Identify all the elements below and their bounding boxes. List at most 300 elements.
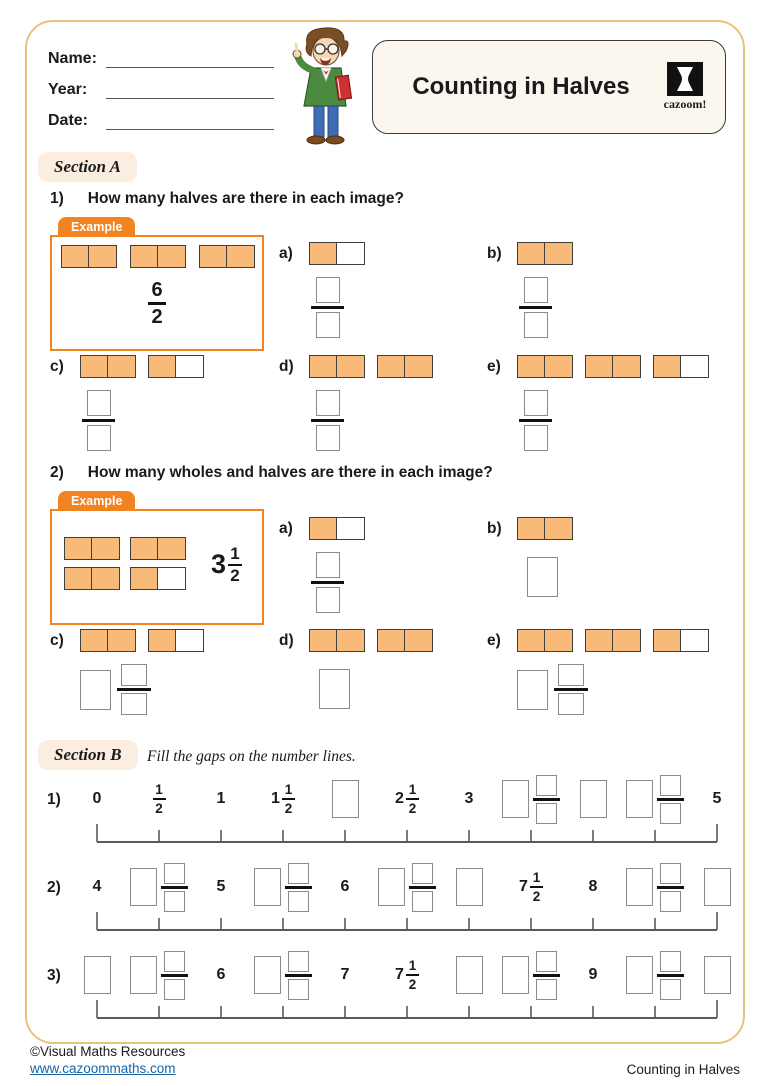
half-cell-filled [309, 629, 337, 652]
fraction-bar [409, 886, 436, 889]
numberline-position [314, 771, 376, 827]
fraction-bar-image [309, 242, 365, 265]
half-cell-filled [405, 629, 433, 652]
date-label: Date: [48, 112, 89, 129]
item-body [80, 355, 204, 451]
q2-example-box [50, 494, 264, 625]
answer-fraction [409, 863, 436, 912]
answer-box-numerator[interactable] [164, 863, 185, 884]
answer-box-numerator[interactable] [660, 775, 681, 796]
item-label: a) [279, 245, 293, 262]
numberline-answer-box[interactable] [580, 780, 607, 818]
fraction-bar [311, 419, 344, 422]
q1-example-answer [52, 279, 262, 328]
fraction-bar [285, 974, 312, 977]
fraction-bar-image [517, 517, 573, 540]
year-field-row [48, 81, 274, 99]
bar-images [309, 517, 365, 540]
numberline-position [66, 771, 128, 827]
half-cell-filled [130, 537, 158, 560]
answer-mixed-number [80, 664, 151, 715]
answer-box-numerator[interactable] [87, 390, 111, 416]
half-cell-filled [517, 355, 545, 378]
question-1-header [50, 190, 404, 208]
numberline-position [314, 947, 376, 1003]
answer-box-numerator[interactable] [316, 277, 340, 303]
numberline-answer-mixed [254, 863, 312, 912]
numberline-position [252, 947, 314, 1003]
half-cell-filled [130, 567, 158, 590]
answer-box-numerator[interactable] [316, 552, 340, 578]
answer-box-whole[interactable] [626, 868, 653, 906]
answer-fraction [285, 951, 312, 1000]
answer-fraction [533, 951, 560, 1000]
half-cell-filled [545, 355, 573, 378]
numberline-mixed-number [271, 783, 295, 815]
fraction-bar-image [309, 517, 365, 540]
half-cell-filled [148, 355, 176, 378]
numberline-position [190, 771, 252, 827]
cazoom-logo [655, 62, 715, 112]
half-cell-filled [517, 242, 545, 265]
item-label: b) [487, 245, 502, 262]
fraction-bar [657, 798, 684, 801]
half-cell-filled [545, 242, 573, 265]
fraction-bar [533, 974, 560, 977]
fraction-numerator: 1 [155, 782, 163, 797]
numberline-answer-box[interactable] [704, 956, 731, 994]
half-cell-filled [309, 242, 337, 265]
answer-box-numerator[interactable] [288, 951, 309, 972]
bar-images [517, 517, 573, 540]
fraction-bar [554, 688, 588, 691]
fraction-bar [153, 798, 166, 800]
numberline-position [624, 947, 686, 1003]
answer-box-denominator[interactable] [87, 425, 111, 451]
half-cell-filled [80, 629, 108, 652]
printed-fraction [406, 959, 419, 991]
fraction-bar-image [377, 355, 433, 378]
fraction-bar-image [653, 355, 709, 378]
q1-example-tab: Example [58, 217, 135, 237]
item-label: c) [50, 358, 64, 375]
answer-box-denominator[interactable] [558, 693, 584, 715]
numberline-answer-mixed [626, 775, 684, 824]
numberline-answer-mixed [502, 775, 560, 824]
half-cell-filled [653, 355, 681, 378]
answer-box-denominator[interactable] [121, 693, 147, 715]
half-cell-filled [309, 355, 337, 378]
half-cell-filled [517, 517, 545, 540]
bar-images [517, 355, 709, 378]
fraction-bar [657, 886, 684, 889]
answer-box-denominator[interactable] [524, 312, 548, 338]
q2-example-answer [211, 545, 242, 584]
numberline-position [686, 771, 748, 827]
item-body [517, 355, 709, 451]
q1-item-b [487, 242, 573, 338]
numberline-position [314, 859, 376, 915]
item-label: e) [487, 358, 501, 375]
answer-box-numerator[interactable] [164, 951, 185, 972]
half-cell-empty [337, 242, 365, 265]
fraction-bar-image [309, 355, 365, 378]
item-label: d) [279, 358, 294, 375]
half-cell-filled [405, 355, 433, 378]
half-cell-filled [158, 537, 186, 560]
numberline-position [686, 947, 748, 1003]
fraction-bar-image [130, 567, 186, 590]
half-cell-filled [108, 629, 136, 652]
numberline-answer-mixed [254, 951, 312, 1000]
fraction-bar [161, 886, 188, 889]
numberline-ruler [66, 821, 748, 845]
q2-example-tab: Example [58, 491, 135, 511]
half-cell-filled [337, 355, 365, 378]
half-cell-empty [337, 517, 365, 540]
fraction-denominator: 2 [532, 888, 541, 904]
fraction-bar [406, 974, 419, 976]
section-a-tag: Section A [38, 152, 137, 182]
answer-fraction [311, 390, 344, 451]
question-2-header [50, 464, 493, 482]
answer-box-whole[interactable] [254, 868, 281, 906]
question-2-number: 2) [50, 464, 64, 481]
fraction-numerator: 1 [408, 782, 417, 797]
item-body [517, 629, 709, 715]
item-label: a) [279, 520, 293, 537]
answer-box-denominator[interactable] [316, 587, 340, 613]
answer-box-denominator[interactable] [524, 425, 548, 451]
year-input-line[interactable] [106, 82, 274, 99]
half-cell-empty [681, 629, 709, 652]
half-cell-filled [653, 629, 681, 652]
answer-box-numerator[interactable] [536, 775, 557, 796]
numberline-number: 5 [216, 878, 226, 895]
fraction-bar [519, 306, 552, 309]
answer-fraction [657, 863, 684, 912]
fraction-bar [311, 306, 344, 309]
fraction-numerator: 1 [408, 958, 417, 973]
answer-box-whole[interactable] [626, 780, 653, 818]
answer-box-whole[interactable] [517, 670, 548, 710]
question-1-number: 1) [50, 190, 64, 207]
example-numerator: 6 [151, 279, 163, 301]
numberline-answer-mixed [378, 863, 436, 912]
item-body [80, 629, 204, 715]
name-label: Name: [48, 50, 97, 67]
fraction-bar-image [653, 629, 709, 652]
title-box [372, 40, 726, 134]
answer-box-denominator[interactable] [316, 425, 340, 451]
section-b-instruction: Fill the gaps on the number lines. [147, 748, 356, 765]
numberline-position [500, 859, 562, 915]
half-cell-filled [585, 629, 613, 652]
item-label: b) [487, 520, 502, 537]
numberline-number: 6 [340, 878, 350, 895]
fraction-bar [530, 886, 543, 888]
fraction-bar-image [148, 629, 204, 652]
numberline-position [128, 859, 190, 915]
date-input-line[interactable] [106, 113, 274, 130]
q2-item-a [279, 517, 365, 613]
numberline-position [624, 859, 686, 915]
half-cell-empty [176, 629, 204, 652]
numberline-position [190, 859, 252, 915]
numberline-number: 6 [216, 966, 226, 983]
item-label: e) [487, 632, 501, 649]
answer-fraction [117, 664, 151, 715]
numberline-position [190, 947, 252, 1003]
whole-number: 1 [271, 790, 280, 807]
half-cell-filled [64, 537, 92, 560]
printed-fraction [153, 783, 166, 815]
numberline-ruler [66, 997, 748, 1021]
answer-fraction [311, 552, 344, 613]
half-cell-filled [545, 517, 573, 540]
q1-example-box [50, 220, 264, 351]
cazoom-logo-text: cazoom! [663, 97, 707, 111]
item-body [309, 355, 433, 451]
answer-box-whole[interactable] [130, 868, 157, 906]
numberline-position [252, 859, 314, 915]
cazoom-logo-icon [667, 62, 703, 96]
bar-images [309, 242, 365, 265]
half-cell-filled [92, 567, 120, 590]
answer-fraction [519, 390, 552, 451]
numberline-answer-box[interactable] [456, 956, 483, 994]
fraction-bar [311, 581, 344, 584]
half-cell-filled [158, 245, 186, 268]
year-label: Year: [48, 81, 88, 98]
numberline-label: 3) [47, 967, 61, 984]
fraction-bar [406, 798, 419, 800]
numberline-1 [45, 771, 740, 855]
fraction-bar-image [80, 629, 136, 652]
fraction-bar-image [130, 537, 186, 560]
half-cell-filled [517, 629, 545, 652]
numberline-position [376, 859, 438, 915]
item-body [309, 629, 433, 709]
answer-box-whole[interactable] [80, 670, 111, 710]
numberline-position [686, 859, 748, 915]
fraction-numerator: 1 [532, 870, 541, 885]
answer-box-numerator[interactable] [316, 390, 340, 416]
answer-box-numerator[interactable] [121, 664, 147, 686]
numberline-answer-mixed [130, 863, 188, 912]
answer-box-whole[interactable] [378, 868, 405, 906]
answer-fraction [161, 863, 188, 912]
footer-worksheet-title: Counting in Halves [626, 1062, 740, 1077]
half-cell-empty [681, 355, 709, 378]
numberline-answer-mixed [626, 951, 684, 1000]
numberline-position [500, 771, 562, 827]
numberline-number: 8 [588, 878, 598, 895]
numberline-number: 7 [340, 966, 350, 983]
item-body [309, 242, 365, 338]
half-cell-filled [227, 245, 255, 268]
item-body [517, 517, 573, 597]
fraction-denominator: 2 [408, 976, 417, 992]
numberline-position [438, 771, 500, 827]
fraction-bar [285, 886, 312, 889]
numberline-3 [45, 947, 740, 1031]
fraction-bar [82, 419, 115, 422]
answer-box-whole[interactable] [527, 557, 558, 597]
answer-box-numerator[interactable] [524, 277, 548, 303]
example-whole-number: 3 [210, 549, 226, 579]
numberline-position [376, 771, 438, 827]
fraction-bar-image [148, 355, 204, 378]
answer-box-numerator[interactable] [660, 863, 681, 884]
copyright-text: ©Visual Maths Resources [30, 1044, 186, 1059]
numberline-position [438, 947, 500, 1003]
half-cell-filled [148, 629, 176, 652]
bar-images [80, 355, 204, 378]
answer-box-numerator[interactable] [288, 863, 309, 884]
q2-item-d [279, 629, 433, 709]
half-cell-filled [92, 537, 120, 560]
item-label: d) [279, 632, 294, 649]
half-cell-filled [613, 355, 641, 378]
answer-box-numerator[interactable] [524, 390, 548, 416]
half-cell-filled [130, 245, 158, 268]
fraction-bar-image [585, 629, 641, 652]
answer-fraction [657, 775, 684, 824]
half-cell-empty [158, 567, 186, 590]
half-cell-filled [89, 245, 117, 268]
half-cell-empty [176, 355, 204, 378]
numberline-position [128, 947, 190, 1003]
q1-item-c [50, 355, 204, 451]
fraction-bar-image [80, 355, 136, 378]
answer-fraction [82, 390, 115, 451]
fraction-bar-image [517, 355, 573, 378]
answer-box-whole[interactable] [319, 669, 350, 709]
answer-box-whole[interactable] [626, 956, 653, 994]
answer-fraction [554, 664, 588, 715]
numberline-answer-mixed [130, 951, 188, 1000]
answer-box-numerator[interactable] [558, 664, 584, 686]
q2-example-bars [64, 537, 186, 590]
whole-number: 7 [519, 878, 528, 895]
item-body [517, 242, 573, 338]
numberline-mixed-number [395, 959, 419, 991]
half-cell-filled [377, 355, 405, 378]
bar-images [309, 629, 433, 652]
answer-box-whole[interactable] [130, 956, 157, 994]
fraction-bar-image [377, 629, 433, 652]
numberline-position [562, 947, 624, 1003]
fraction-bar [148, 302, 166, 305]
answer-fraction [657, 951, 684, 1000]
numberline-position [624, 771, 686, 827]
fraction-bar-image [130, 245, 186, 268]
numberline-number: 3 [464, 790, 474, 807]
numberline-position [66, 859, 128, 915]
worksheet-container [25, 20, 745, 1044]
numberline-answer-box[interactable] [456, 868, 483, 906]
answer-box-whole[interactable] [502, 956, 529, 994]
bar-images [517, 242, 573, 265]
numberline-2 [45, 859, 740, 943]
numberline-position [562, 771, 624, 827]
printed-fraction [530, 871, 543, 903]
bar-images [517, 629, 709, 652]
answer-box-whole[interactable] [254, 956, 281, 994]
fraction-bar [117, 688, 151, 691]
answer-box-denominator[interactable] [316, 312, 340, 338]
fraction-bar [161, 974, 188, 977]
answer-box-numerator[interactable] [536, 951, 557, 972]
answer-box-whole[interactable] [502, 780, 529, 818]
numberline-mixed-number [395, 783, 419, 815]
numberline-position [66, 947, 128, 1003]
fraction-denominator: 2 [284, 800, 293, 816]
numberline-answer-box[interactable] [704, 868, 731, 906]
q1-item-d [279, 355, 433, 451]
answer-mixed-number [517, 664, 588, 715]
website-link[interactable]: www.cazoommaths.com [30, 1061, 176, 1076]
fraction-bar-image [199, 245, 255, 268]
teacher-character-illustration [285, 24, 365, 150]
q2-item-b [487, 517, 573, 597]
answer-box-numerator[interactable] [412, 863, 433, 884]
half-cell-filled [64, 567, 92, 590]
printed-fraction [282, 783, 295, 815]
numberline-position [252, 771, 314, 827]
q1-item-a [279, 242, 365, 338]
numberline-number: 4 [92, 878, 102, 895]
question-1-text: How many halves are there in each image? [87, 190, 404, 207]
numberline-mixed-number [519, 871, 543, 903]
numberline-answer-box[interactable] [332, 780, 359, 818]
example-denominator: 2 [151, 305, 163, 328]
whole-number: 2 [395, 790, 404, 807]
q1-item-e [487, 355, 709, 451]
numberline-position [500, 947, 562, 1003]
answer-fraction [285, 863, 312, 912]
fraction-denominator: 2 [155, 800, 163, 816]
numberline-answer-box[interactable] [84, 956, 111, 994]
numberline-position [438, 859, 500, 915]
numberline-ruler [66, 909, 748, 933]
numberline-answer-mixed [626, 863, 684, 912]
fraction-bar [657, 974, 684, 977]
numberline-values [66, 771, 748, 827]
numberline-label: 2) [47, 879, 61, 896]
answer-fraction [311, 277, 344, 338]
q2-item-c [50, 629, 204, 715]
half-cell-filled [309, 517, 337, 540]
name-field-row [48, 50, 274, 68]
fraction-numerator: 1 [284, 782, 293, 797]
name-input-line[interactable] [106, 51, 274, 68]
half-cell-filled [585, 355, 613, 378]
whole-number: 7 [395, 966, 404, 983]
fraction-bar-image [64, 537, 120, 560]
fraction-denominator: 2 [408, 800, 417, 816]
date-field-row [48, 112, 274, 130]
q1-example-bars [61, 245, 255, 268]
answer-fraction [533, 775, 560, 824]
answer-box-numerator[interactable] [660, 951, 681, 972]
half-cell-filled [199, 245, 227, 268]
fraction-bar-image [61, 245, 117, 268]
fraction-bar [282, 798, 295, 800]
fraction-bar [519, 419, 552, 422]
numberline-values [66, 859, 748, 915]
